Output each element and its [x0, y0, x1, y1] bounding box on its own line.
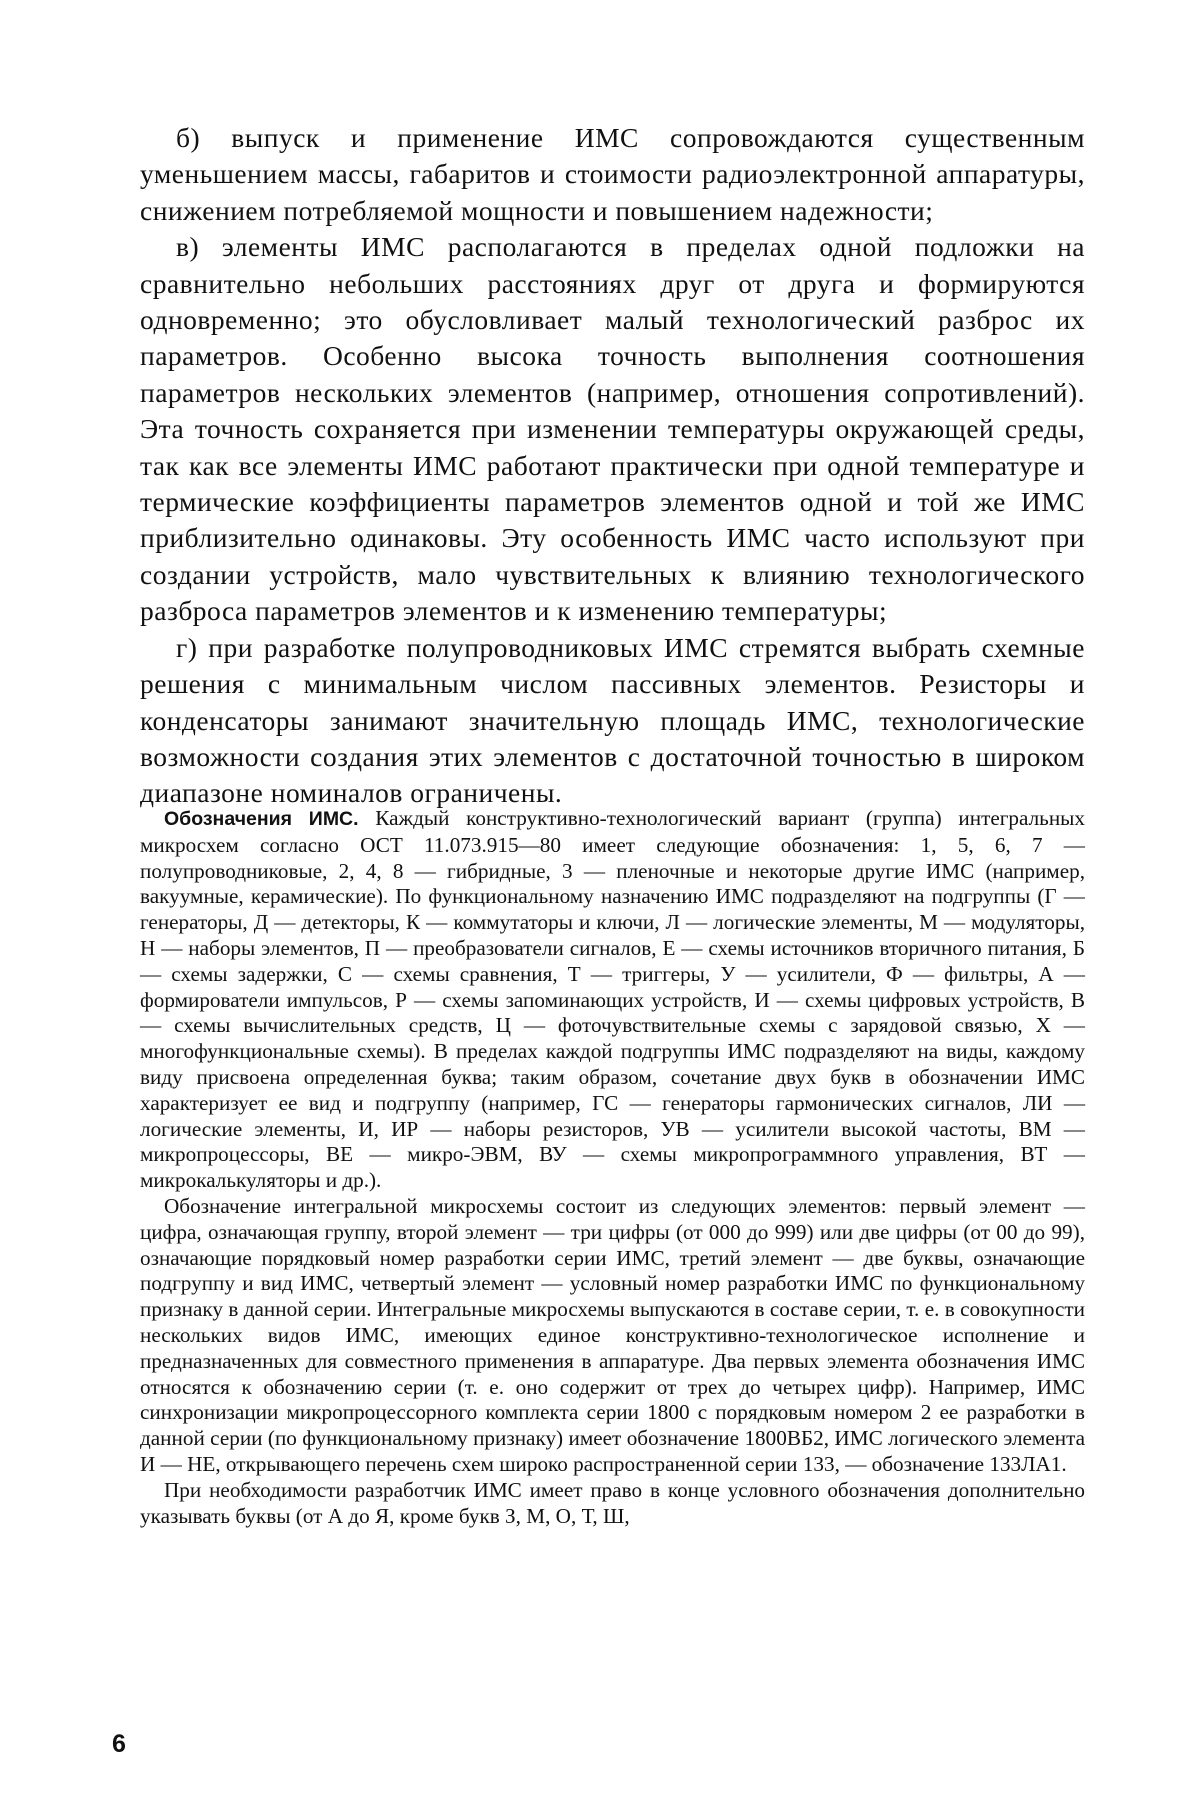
main-body-text [140, 120, 1085, 812]
paragraph-b: б) выпуск и применение ИМС сопровождаются существенным уменьшением массы, габаритов и стоимости радиоэлектронной аппаратуры, снижением потребляемой мощности и повышением надежности; [140, 122, 1085, 226]
ims-designation-section [140, 806, 1085, 1529]
paragraph-v: в) элементы ИМС располагаются в пределах одной подложки на сравнительно небольших расстояниях друг от друга и формируются одновременно; это обусловливает малый технологический разброс их параметров. Особенно высока точность выполнения соотношения параметров нескольких элементов (например, отношения сопротивлений). Эта точность сохраняется при изменении температуры окружающей среды, так как все элементы ИМС работают практически при одной температуре и термические коэффициенты параметров элементов одной и той же ИМС приблизительно одинаковы. Эту особенность ИМС часто используют при создании устройств, мало чувствительных к влиянию технологического разброса параметров элементов и к изменению температуры; [140, 231, 1085, 627]
designation-paragraph-2: Обозначение интегральной микросхемы состоит из следующих элементов: первый элемент — цифра, означающая группу, второй элемент — три цифры (от 000 до 999) или две цифры (от 00 до 99), означающие порядковый номер разработки серии ИМС, третий элемент — две буквы, означающие подгруппу и вид ИМС, четвертый элемент — условный номер разработки ИМС по функциональному признаку в данной серии. Интегральные микросхемы выпускаются в составе серии, т. е. в совокупности нескольких видов ИМС, имеющих единое конструктивно-технологическое исполнение и предназначенных для совместного применения в аппаратуре. Два первых элемента обозначения ИМС относятся к обозначению серии (т. е. оно содержит от трех до четырех цифр). Например, ИМС синхронизации микропроцессорного комплекта серии 1800 с порядковым номером 2 ее разработки в данной серии (по функциональному признаку) имеет обозначение 1800ВБ2, ИМС логического элемента И — НЕ, открывающего перечень схем широко распространенной серии 133, — обозначение 133ЛА1. [140, 1193, 1085, 1476]
designation-paragraph-1 [140, 806, 1085, 1194]
designation-paragraph-3: При необходимости разработчик ИМС имеет право в конце условного обозначения дополнительно указывать буквы (от А до Я, кроме букв З, М, О, Т, Ш, [140, 1477, 1085, 1528]
page-number: 6 [112, 1730, 126, 1758]
designation-text-1: Каждый конструктивно-технологический вариант (группа) интегральных микросхем согласно ОСТ 11.073.915—80 имеет следующие обозначения: 1, 5, 6, 7 — полупроводниковые, 2, 4, 8 — гибридные, 3 — пленочные и некоторые другие ИМС (например, вакуумные, керамические). По функциональному назначению ИМС подразделяют на подгруппы (Г — генераторы, Д — детекторы, К — коммутаторы и ключи, Л — логические элементы, М — модуляторы, Н — наборы элементов, П — преобразователи сигналов, Е — схемы источников вторичного питания, Б — схемы задержки, С — схемы сравнения, Т — триггеры, У — усилители, Ф — фильтры, А — формирователи импульсов, Р — схемы запоминающих устройств, И — схемы цифровых устройств, В — схемы вычислительных средств, Ц — фоточувствительные схемы с зарядовой связью, Х — многофункциональные схемы). В пределах каждой подгруппы ИМС подразделяют на виды, каждому виду присвоена определенная буква; таким образом, сочетание двух букв в обозначении ИМС характеризует ее вид и подгруппу (например, ГС — генераторы гармонических сигналов, ЛИ — логические элементы, И, ИР — наборы резисторов, УВ — усилители высокой частоты, ВМ — микропроцессоры, ВЕ — микро-ЭВМ, ВУ — схемы микропрограммного управления, ВТ — микрокалькуляторы и др.). [140, 806, 1086, 1193]
paragraph-g: г) при разработке полупроводниковых ИМС стремятся выбрать схемные решения с минимальным числом пассивных элементов. Резисторы и конденсаторы занимают значительную площадь ИМС, технологические возможности создания этих элементов с достаточной точностью в широком диапазоне номиналов ограничены. [140, 631, 1085, 809]
section-run-in-heading: Обозначения ИМС. [164, 808, 359, 830]
